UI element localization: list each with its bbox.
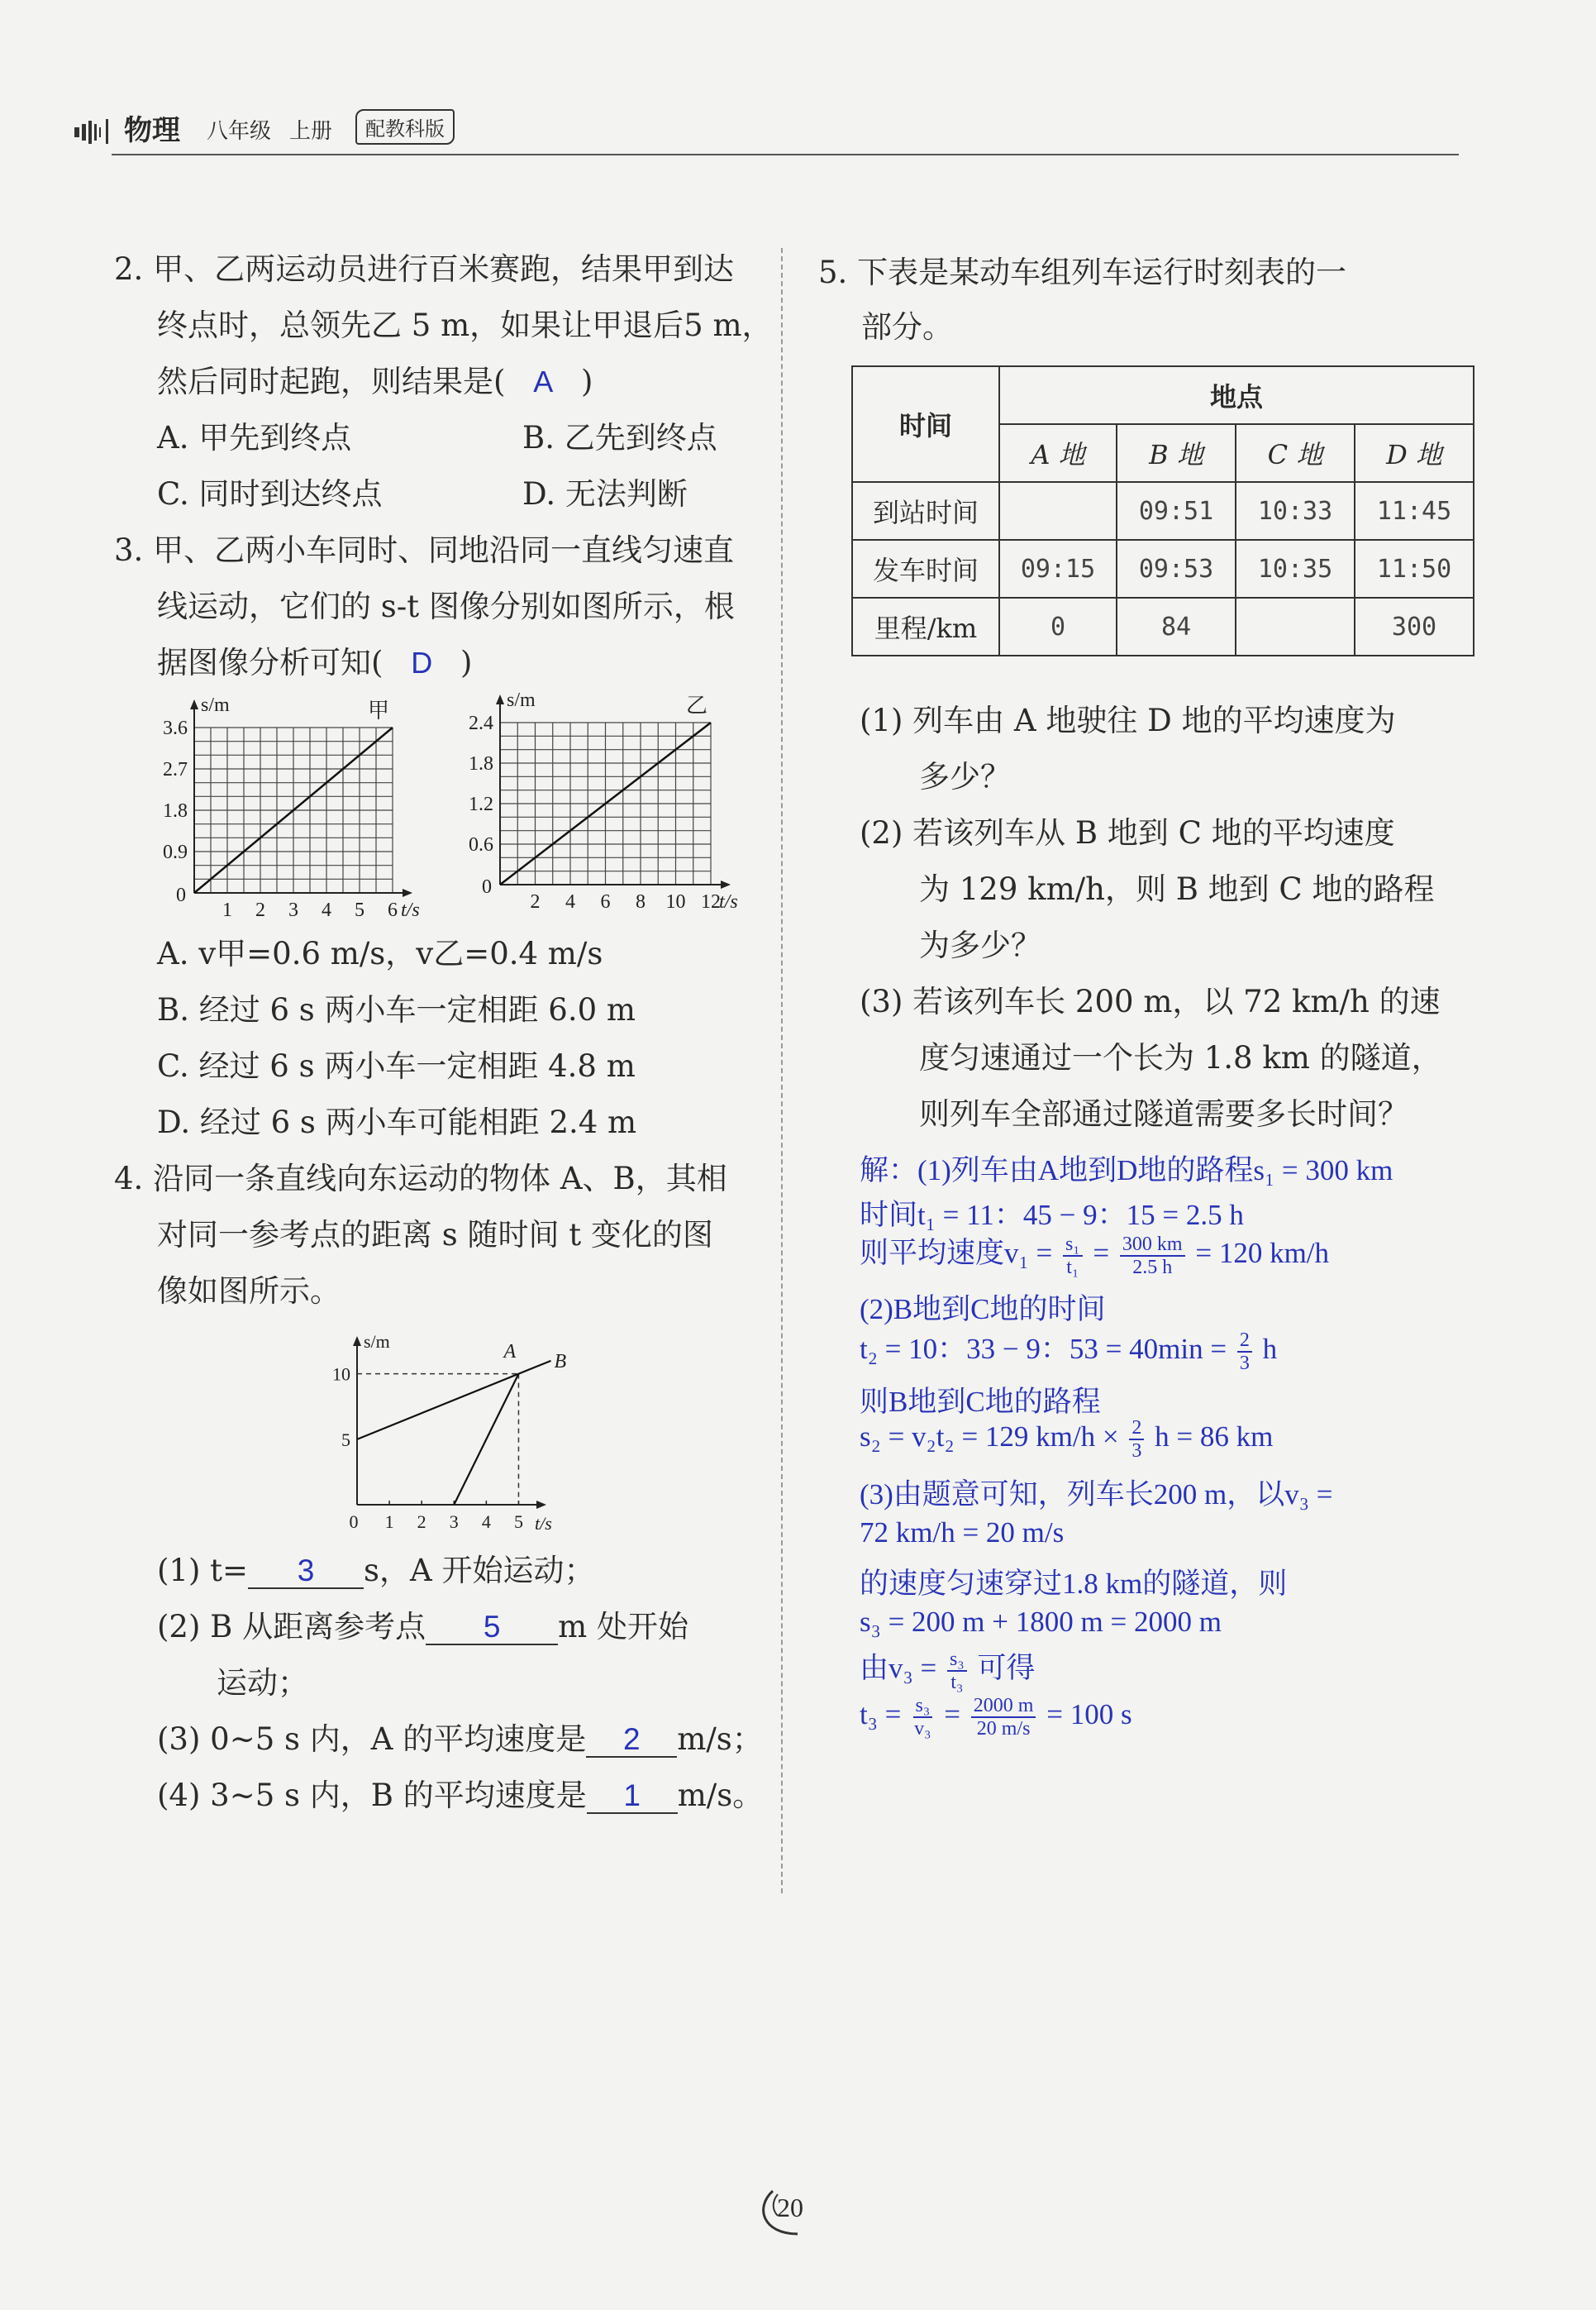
y-tick-label: 1.2	[469, 794, 493, 815]
table-cell: 300	[1355, 598, 1474, 656]
q4-part2	[157, 1599, 688, 1655]
solution-line7-post: h = 86 km	[1155, 1420, 1274, 1453]
x-axis-label: t/s	[719, 891, 738, 913]
x-axis-label: t/s	[535, 1513, 552, 1534]
q2-stem-text: 然后同时起跑，则结果是(	[157, 364, 506, 399]
x-tick-label: 1	[222, 900, 232, 921]
q5-stem-line2: 部分。	[861, 309, 953, 345]
q4-part3-pre: (3) 0~5 s 内，A 的平均速度是	[157, 1721, 587, 1757]
x-tick-label: 12	[701, 891, 721, 913]
q3-option-d: D. 经过 6 s 两小车可能相距 2.4 m	[157, 1105, 637, 1140]
x-tick-label: 4	[322, 900, 331, 921]
q2-option-b: B. 乙先到终点	[522, 420, 717, 456]
solution-line7	[860, 1417, 1273, 1462]
table-cell: 0	[999, 598, 1117, 656]
x-axis-arrow-icon	[403, 889, 412, 897]
x-tick-label: 2	[417, 1511, 426, 1532]
fraction-numerator: s₃	[913, 1695, 933, 1718]
q3-stem-line3	[157, 635, 472, 691]
q3-stem-line2: 线运动，它们的 s-t 图像分别如图所示，根	[157, 589, 735, 624]
y-axis-label: s/m	[364, 1331, 390, 1352]
solution-line3-post: = 120 km/h	[1195, 1237, 1330, 1269]
fraction	[1129, 1417, 1144, 1462]
table-cell: 09:15	[999, 540, 1117, 598]
solution-line13-eq: =	[944, 1698, 961, 1731]
x-tick-label: 10	[665, 891, 686, 913]
table-row	[852, 598, 1474, 656]
solution-line13	[860, 1695, 1132, 1740]
solution-line5-pre: t₂ = 10：33 − 9：53 = 40min =	[860, 1333, 1227, 1365]
solution-line13-pre: t₃ =	[860, 1698, 902, 1731]
y-tick-label: 2.4	[469, 713, 493, 734]
q5-part1-line2: 多少？	[919, 759, 1011, 795]
q2-stem-close: )	[580, 364, 593, 399]
q5-part1-line1: (1) 列车由 A 地驶往 D 地的平均速度为	[860, 703, 1396, 738]
y-axis-label: s/m	[201, 694, 230, 716]
series-label: 乙	[686, 694, 708, 718]
q3-option-b: B. 经过 6 s 两小车一定相距 6.0 m	[157, 992, 636, 1028]
solution-line12-pre: 由v₃ =	[860, 1652, 937, 1684]
q4-part3-answer: 2	[586, 1723, 677, 1758]
column-divider	[781, 248, 783, 1893]
q4-stem-line2: 对同一参考点的距离 s 随时间 t 变化的图	[157, 1217, 713, 1253]
table-cell	[1236, 598, 1355, 656]
q5-part2-line3: 为多少？	[919, 928, 1041, 963]
q4-part4-post: m/s。	[677, 1778, 764, 1813]
y-tick-label: 5	[341, 1429, 350, 1450]
table-cell: 10:35	[1236, 540, 1355, 598]
q4-part4-pre: (4) 3~5 s 内，B 的平均速度是	[157, 1778, 587, 1813]
q2-stem-line1: 2. 甲、乙两运动员进行百米赛跑，结果甲到达	[114, 251, 735, 287]
table-cell: 09:51	[1117, 482, 1236, 540]
x-tick-label: 8	[636, 891, 646, 913]
q3-stem-text: 据图像分析可知(	[157, 645, 384, 680]
solution-line9: 72 km/h = 20 m/s	[860, 1516, 1065, 1549]
table-cell	[999, 482, 1117, 540]
fraction-denominator: 3	[1239, 1352, 1250, 1374]
table-cell: 11:45	[1355, 482, 1474, 540]
chart-yi	[450, 690, 756, 918]
fraction	[1063, 1234, 1083, 1278]
table-cell: 11:50	[1355, 540, 1474, 598]
header-grade: 八年级	[207, 119, 272, 144]
series-line-A	[454, 1374, 518, 1505]
timetable	[851, 365, 1475, 656]
q4-part4-answer: 1	[587, 1779, 678, 1814]
fraction-numerator: s₃	[947, 1649, 967, 1672]
q3-option-a: A. v甲=0.6 m/s，v乙=0.4 m/s	[157, 936, 603, 971]
fraction	[1237, 1329, 1252, 1374]
table-row-label: 里程/km	[852, 598, 999, 656]
x-tick-label: 5	[355, 900, 364, 921]
fraction	[912, 1695, 933, 1740]
solution-line5	[860, 1326, 1277, 1374]
y-tick-label: 10	[332, 1363, 350, 1385]
y-axis-arrow-icon	[496, 694, 504, 704]
table-row	[852, 540, 1474, 598]
chart-ab	[314, 1323, 595, 1538]
fraction-denominator: t₁	[1066, 1256, 1079, 1278]
x-tick-label: 4	[565, 891, 575, 913]
fraction-numerator: 2000 m	[971, 1695, 1036, 1718]
fraction-numerator: 300 km	[1120, 1234, 1185, 1257]
solution-line10: 的速度匀速穿过1.8 km的隧道，则	[860, 1568, 1288, 1600]
chart-jia	[149, 694, 446, 921]
q4-part2-post: m 处开始	[558, 1609, 688, 1644]
q4-part1-answer: 3	[248, 1554, 364, 1589]
solution-line5-post: h	[1262, 1333, 1278, 1365]
solution-line11: s₃ = 200 m + 1800 m = 2000 m	[860, 1606, 1222, 1638]
q3-answer: D	[411, 646, 433, 680]
q5-part2-line1: (2) 若该列车从 B 地到 C 地的平均速度	[860, 815, 1395, 851]
q2-option-c: C. 同时到达终点	[157, 476, 383, 512]
q3-stem-line1: 3. 甲、乙两小车同时、同地沿同一直线匀速直	[114, 532, 735, 568]
solution-line6: 则B地到C地的路程	[860, 1386, 1101, 1418]
header-edition-badge: 配教科版	[355, 109, 455, 145]
x-tick-label: 1	[384, 1511, 394, 1532]
table-header-place: 地点	[999, 366, 1474, 424]
x-tick-label: 2	[530, 891, 541, 913]
fraction-denominator: 20 m/s	[976, 1718, 1031, 1740]
q2-option-a: A. 甲先到终点	[157, 420, 352, 456]
y-tick-label: 1.8	[469, 753, 493, 775]
y-axis-arrow-icon	[190, 699, 198, 709]
fraction-numerator: s₁	[1063, 1234, 1083, 1257]
table-cell: 10:33	[1236, 482, 1355, 540]
fraction-denominator: 2.5 h	[1132, 1256, 1173, 1278]
q4-part3	[157, 1711, 763, 1768]
table-header-time: 时间	[852, 366, 999, 482]
solution-line4: (2)B地到C地的时间	[860, 1293, 1106, 1325]
header-ornament-icon	[74, 119, 120, 144]
q5-stem-line1: 5. 下表是某动车组列车运行时刻表的一	[818, 255, 1347, 290]
q2-option-d: D. 无法判断	[522, 476, 688, 512]
origin-label: 0	[176, 885, 186, 906]
q3-stem-close: )	[460, 645, 473, 680]
q4-stem-line3: 像如图所示。	[157, 1273, 341, 1309]
page-number: 20	[777, 2193, 803, 2222]
solution-line1: 解：(1)列车由A地到D地的路程s₁ = 300 km	[860, 1154, 1394, 1186]
table-col-d: D 地	[1355, 424, 1474, 482]
x-tick-label: 3	[288, 900, 298, 921]
q5-part3-line3: 则列车全部通过隧道需要多长时间？	[919, 1096, 1408, 1132]
q4-part2-line2: 运动；	[217, 1665, 308, 1701]
table-col-b: B 地	[1117, 424, 1236, 482]
fraction-numerator: 2	[1129, 1417, 1144, 1440]
series-label-b: B	[554, 1350, 567, 1372]
q4-part4	[157, 1768, 763, 1824]
y-tick-label: 2.7	[163, 759, 188, 780]
q5-part3-line1: (3) 若该列车长 200 m，以 72 km/h 的速	[860, 984, 1441, 1019]
fraction	[1120, 1234, 1185, 1278]
y-tick-label: 1.8	[163, 800, 188, 822]
solution-line7-pre: s₂ = v₂t₂ = 129 km/h ×	[860, 1420, 1119, 1453]
solution-line3	[860, 1230, 1329, 1278]
table-cell: 84	[1117, 598, 1236, 656]
header-volume: 上册	[289, 119, 333, 144]
series-line-B	[357, 1361, 551, 1439]
series-label-a: A	[503, 1340, 517, 1363]
y-tick-label: 0.6	[469, 834, 493, 856]
x-tick-label: 4	[481, 1511, 491, 1532]
x-tick-label: 6	[600, 891, 611, 913]
table-row	[852, 482, 1474, 540]
solution-line3-eq: =	[1093, 1237, 1110, 1269]
solution-line2: 时间t₁ = 11：45 − 9：15 = 2.5 h	[860, 1199, 1244, 1231]
q4-part3-post: m/s；	[677, 1721, 763, 1757]
table-row-label: 发车时间	[852, 540, 999, 598]
q5-part2-line2: 为 129 km/h，则 B 地到 C 地的路程	[919, 871, 1435, 907]
solution-line12-post: 可得	[977, 1652, 1036, 1684]
origin-label: 0	[349, 1511, 359, 1532]
y-tick-label: 3.6	[163, 718, 188, 739]
q4-part2-pre: (2) B 从距离参考点	[157, 1609, 426, 1644]
fraction-denominator: t₃	[950, 1671, 964, 1693]
x-tick-label: 5	[513, 1511, 523, 1532]
q4-part1-post: s，A 开始运动；	[364, 1553, 595, 1588]
q2-answer: A	[533, 365, 554, 399]
solution-line3-pre: 则平均速度v₁ =	[860, 1237, 1053, 1269]
q3-option-c: C. 经过 6 s 两小车一定相距 4.8 m	[157, 1048, 636, 1084]
q4-part1	[157, 1543, 595, 1599]
x-axis-arrow-icon	[536, 1501, 546, 1509]
table-col-a: A 地	[999, 424, 1117, 482]
x-tick-label: 3	[449, 1511, 459, 1532]
header-rule	[112, 154, 1459, 155]
q2-stem-line3	[157, 354, 593, 410]
table-col-c: C 地	[1236, 424, 1355, 482]
solution-line12	[860, 1645, 1035, 1693]
x-tick-label: 6	[388, 900, 398, 921]
x-axis-arrow-icon	[721, 881, 731, 889]
q4-stem-line1: 4. 沿同一条直线向东运动的物体 A、B，其相	[114, 1161, 727, 1196]
fraction	[971, 1695, 1036, 1740]
fraction-numerator: 2	[1237, 1329, 1252, 1353]
q2-stem-line2: 终点时，总领先乙 5 m，如果让甲退后5 m，	[157, 308, 773, 343]
origin-label: 0	[482, 876, 492, 898]
fraction	[947, 1649, 967, 1693]
y-axis-arrow-icon	[353, 1336, 361, 1346]
header-subject: 物理	[124, 114, 180, 147]
y-axis-label: s/m	[507, 690, 536, 711]
x-axis-label: t/s	[401, 900, 420, 921]
fraction-denominator: 3	[1131, 1440, 1142, 1462]
q4-part1-pre: (1) t=	[157, 1553, 249, 1588]
y-tick-label: 0.9	[163, 842, 188, 863]
q5-part3-line2: 度匀速通过一个长为 1.8 km 的隧道，	[919, 1040, 1442, 1076]
table-row-label: 到站时间	[852, 482, 999, 540]
x-tick-label: 2	[255, 900, 265, 921]
solution-line8: (3)由题意可知，列车长200 m，以v₃ =	[860, 1478, 1333, 1511]
q4-part2-answer: 5	[426, 1611, 558, 1645]
series-label: 甲	[368, 699, 390, 723]
solution-line13-post: = 100 s	[1046, 1698, 1132, 1731]
fraction-denominator: v₃	[914, 1718, 931, 1740]
table-cell: 09:53	[1117, 540, 1236, 598]
